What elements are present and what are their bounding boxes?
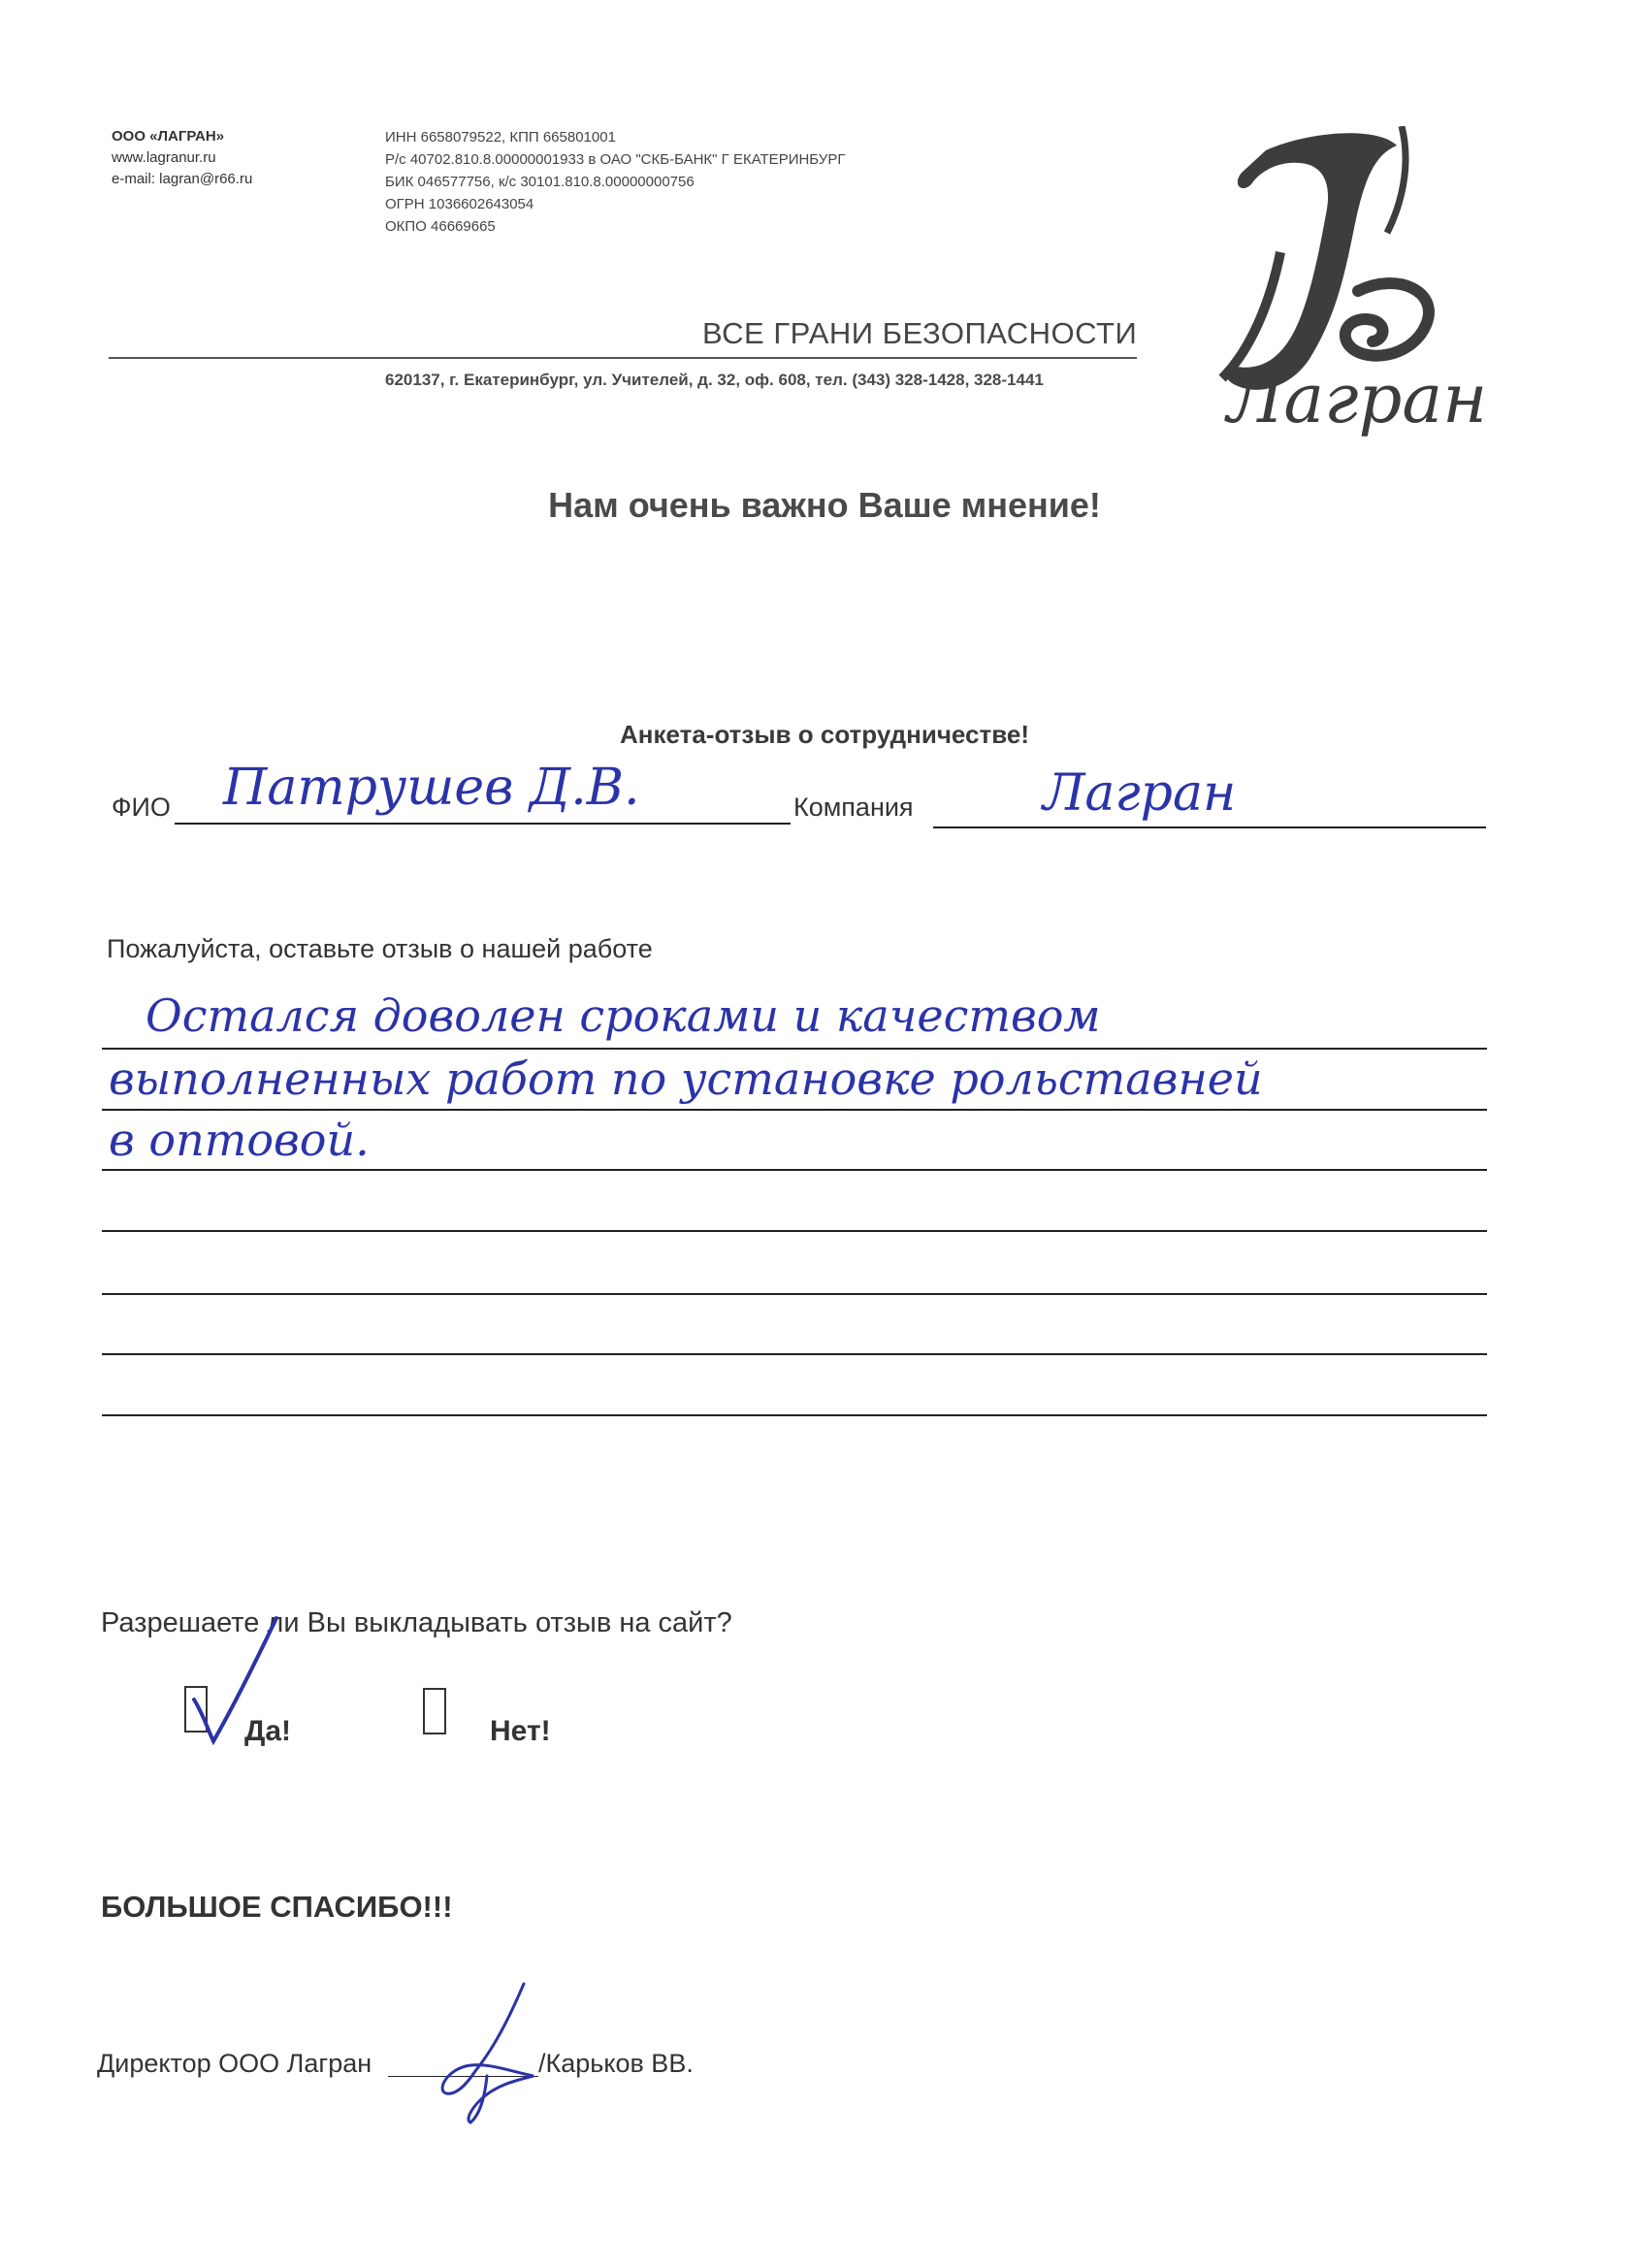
feedback-text-line[interactable]: в оптовой.: [109, 1114, 370, 1166]
org-name: ООО «ЛАГРАН»: [112, 128, 225, 145]
org-website: www.lagranur.ru: [112, 149, 216, 166]
main-title: Нам очень важно Ваше мнение!: [548, 485, 1101, 525]
feedback-line: [102, 1414, 1487, 1416]
fio-field[interactable]: Патрушев Д.В.: [223, 759, 640, 817]
requisite-line: Р/с 40702.810.8.00000001933 в ОАО "СКБ-БАНК" Г ЕКАТЕРИНБУРГ: [385, 151, 846, 168]
director-title: Директор ООО Лагран: [97, 2049, 372, 2078]
no-option-label: Нет!: [490, 1715, 551, 1747]
fio-label: ФИО: [112, 793, 171, 822]
org-contact-block: [112, 126, 252, 190]
logo-wordmark: Лагран: [1227, 359, 1488, 438]
company-address: 620137, г. Екатеринбург, ул. Учителей, д. 32, оф. 608, тел. (343) 328-1428, 328-1441: [385, 371, 1044, 389]
thanks-text: БОЛЬШОЕ СПАСИБО!!!: [101, 1890, 453, 1924]
requisite-line: ОГРН 1036602643054: [385, 196, 534, 212]
feedback-line: [102, 1169, 1487, 1171]
feedback-text-line[interactable]: выполненных работ по установке рольставней: [109, 1053, 1263, 1105]
survey-title: Анкета-отзыв о сотрудничестве!: [619, 720, 1029, 749]
feedback-line: [102, 1293, 1487, 1295]
company-field[interactable]: Лагран: [1043, 764, 1237, 823]
feedback-text-line[interactable]: Остался доволен сроками и качеством: [146, 989, 1101, 1042]
feedback-line: [102, 1109, 1487, 1111]
feedback-prompt: Пожалуйста, оставьте отзыв о нашей работе: [107, 934, 653, 963]
director-name: /Карьков ВВ.: [538, 2049, 694, 2078]
header-divider: [109, 357, 1137, 359]
org-email: e-mail: lagran@r66.ru: [112, 171, 253, 187]
publish-permission-question: Разрешаете ли Вы выкладывать отзыв на сайт?: [101, 1607, 732, 1638]
company-underline: [933, 826, 1486, 828]
slogan: ВСЕ ГРАНИ БЕЗОПАСНОСТИ: [702, 316, 1138, 350]
yes-option-label: Да!: [244, 1715, 292, 1747]
requisites-block: [385, 126, 845, 238]
requisite-line: ИНН 6658079522, КПП 665801001: [385, 129, 616, 146]
fio-underline: [175, 823, 791, 825]
company-label: Компания: [793, 793, 914, 822]
yes-checkbox[interactable]: [184, 1686, 208, 1733]
no-checkbox[interactable]: [423, 1688, 446, 1734]
feedback-line: [102, 1353, 1487, 1355]
feedback-line: [102, 1230, 1487, 1232]
requisite-line: ОКПО 46669665: [385, 218, 496, 235]
feedback-line: [102, 1048, 1487, 1050]
requisite-line: БИК 046577756, к/с 30101.810.8.00000000756: [385, 174, 695, 190]
